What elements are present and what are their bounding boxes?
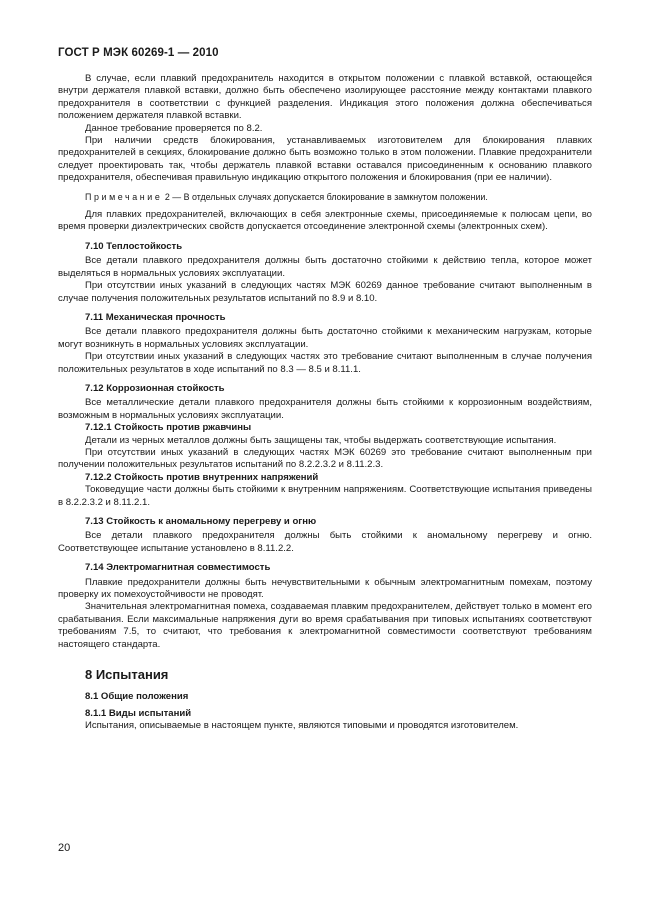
paragraph: Все металлические детали плавкого предохранителя должны быть стойкими к коррозионным воздействиям, возможным в нормальных условиях эксплуатации. [58, 397, 592, 421]
document-header: ГОСТ Р МЭК 60269-1 — 2010 [58, 47, 219, 59]
section-heading: 7.14 Электромагнитная совместимость [85, 562, 271, 574]
paragraph: Плавкие предохранители должны быть нечувствительными к обычным электромагнитным помехам, поэтому проверку их помехоустойчивости не проводят. [58, 576, 592, 601]
paragraph: При отсутствии иных указаний в следующих частях МЭК 60269 данное требование считают выполненным в случае получения положительных результатов испытаний по 8.9 и 8.10. [58, 280, 592, 304]
section-heading: 7.10 Теплостойкость [85, 240, 183, 252]
chapter-heading: 8 Испытания [85, 667, 169, 683]
paragraph: Для плавких предохранителей, включающих в себя электронные схемы, присоединяемые к полюсам цепи, во время проверки диэлектрических свойств допускается отсоединение электронной схемы (электронных схем). [58, 209, 592, 233]
subsection-heading: 7.12.1 Стойкость против ржавчины [85, 422, 252, 434]
paragraph: Испытания, описываемые в настоящем пункте, являются типовыми и проводятся изготовителем. [85, 720, 519, 732]
paragraph: При отсутствии иных указаний в следующих частях это требование считают выполненным в случае получения положительных результатов в ходе испытаний по 8.3 — 8.5 и 8.11.1. [58, 351, 592, 375]
paragraph: Значительная электромагнитная помеха, создаваемая плавким предохранителем, действует только в момент его срабатывания. Если максимальные напряжения дуги во время срабатывания при типовых испытаниях соответствуют требованиям 7.5, то считают, что требования к электромагнитной совместимости соответствуют требованиям настоящего стандарта. [58, 601, 592, 650]
section-heading: 8.1 Общие положения [85, 691, 189, 703]
note [58, 191, 592, 203]
paragraph: При наличии средств блокирования, устанавливаемых изготовителем для блокирования плавких предохранителей в секциях, блокирование должно быть возможно только в этом положении. Плавкие предохранители следует проектировать так, чтобы держатель плавкой вставки оставался присоединенным к основанию плавкого предохранителя, обеспечивая правильную индикацию открытого положения и блокирования (при ее наличии). [58, 135, 592, 184]
section-heading: 7.13 Стойкость к аномальному перегреву и огню [85, 516, 317, 527]
subsection-heading: 7.12.2 Стойкость против внутренних напряжений [85, 471, 319, 483]
paragraph: Все детали плавкого предохранителя должны быть достаточно стойкими к механическим нагрузкам, которые могут возникнуть в нормальных условиях эксплуатации. [58, 326, 592, 350]
paragraph: Все детали плавкого предохранителя должны быть стойкими к аномальному перегреву и огню. Соответствующее испытание установлено в 8.11.2.2. [58, 530, 592, 554]
subsection-heading: 8.1.1 Виды испытаний [85, 707, 192, 719]
page-number: 20 [58, 842, 71, 854]
section-heading: 7.12 Коррозионная стойкость [85, 382, 225, 394]
paragraph: Данное требование проверяется по 8.2. [85, 122, 263, 134]
paragraph: Детали из черных металлов должны быть защищены так, чтобы выдержать соответствующие испытания. [85, 434, 557, 446]
paragraph: Все детали плавкого предохранителя должны быть достаточно стойкими к действию тепла, которое может выделяться в нормальных условиях эксплуатации. [58, 255, 592, 279]
paragraph: В случае, если плавкий предохранитель находится в открытом положении с плавкой вставкой, остающейся внутри держателя плавкой вставки, должно быть обеспечено изолирующее расстояние между контактами плавкого предохранителя в соответствии с функцией разделения. Индикация этого положения должна обеспечиваться положением держателя плавкой вставки. [58, 73, 592, 122]
paragraph: Токоведущие части должны быть стойкими к внутренним напряжениям. Соответствующие испытания приведены в 8.2.2.3.2 и 8.11.2.1. [58, 484, 592, 508]
note-text: 2 — В отдельных случаях допускается блокирование в замкнутом положении. [162, 191, 488, 202]
note-label: Примечание [85, 191, 163, 202]
page-body [58, 73, 592, 733]
section-heading: 7.11 Механическая прочность [85, 311, 226, 323]
paragraph: При отсутствии иных указаний в следующих частях МЭК 60269 это требование считают выполненным при получении положительных результатов испытаний по 8.2.2.3.2 и 8.11.2.3. [58, 446, 592, 471]
